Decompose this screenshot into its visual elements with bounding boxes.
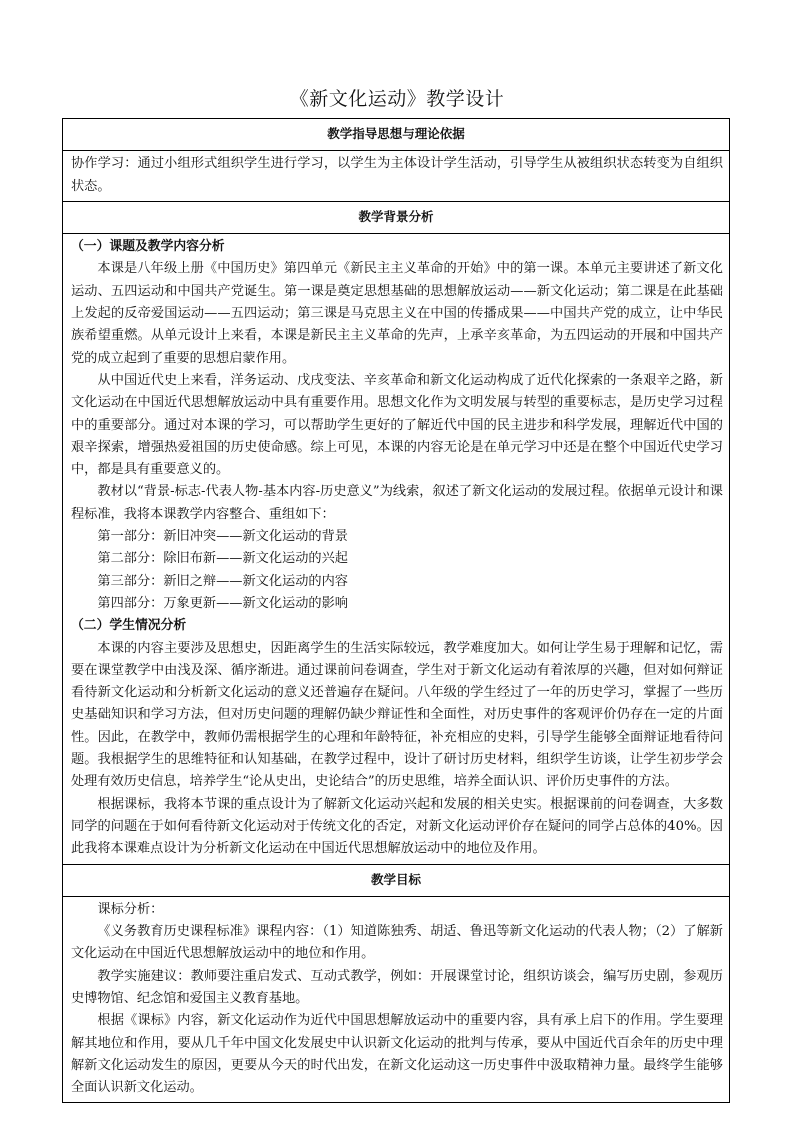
document-title: 《新文化运动》教学设计 — [289, 88, 505, 110]
paragraph: 根据课标，我将本节课的重点设计为了解新文化运动兴起和发展的相关史实。根据课前的问卷调查，大多数同学的问题在于如何看待新文化运动对于传统文化的否定，对新文化运动评价存在疑问的同学占总体的40%。因此我将本课难点设计为分析新文化运动在中国近代思想解放运动中的地位及作用。 — [71, 796, 723, 857]
guiding-text: 协作学习：通过小组形式组织学生进行学习，以学生为主体设计学生活动，引导学生从被组织状态转变为自组织状态。 — [71, 156, 723, 194]
paragraph: 从中国近代史上来看，洋务运动、戊戌变法、辛亥革命和新文化运动构成了近代化探索的一条艰辛之路，新文化运动在中国近代思想解放运动中具有重要作用。思想文化作为文明发展与转型的重要标志，是历史学习过程中的重要部分。通过对本课的学习，可以帮助学生更好的了解近代中国的民主进步和科学发展，理解近代中国的艰辛探索，增强热爱祖国的历史使命感。综上可见，本课的内容无论是在单元学习中还是在整个中国近代史学习中，都是具有重要意义的。 — [71, 372, 723, 478]
guiding-section-body — [63, 150, 729, 201]
background-section-body — [63, 233, 729, 863]
part-item: 第三部分：新旧之辩——新文化运动的内容 — [97, 573, 348, 589]
paragraph: 《义务教育历史课程标准》课程内容：（1）知道陈独秀、胡适、鲁迅等新文化运动的代表人物；（2）了解新文化运动在中国近代思想解放运动中的地位和作用。 — [71, 924, 723, 962]
paragraph: 课标分析： — [97, 901, 164, 917]
paragraph: 教学实施建议：教师要注重启发式、互动式教学，例如：开展课堂讨论，组织访谈会，编写历史剧，参观历史博物馆、纪念馆和爱国主义教育基地。 — [71, 968, 723, 1006]
part-item: 第四部分：万象更新——新文化运动的影响 — [97, 595, 348, 611]
goals-section-header: 教学目标 — [63, 864, 729, 896]
guiding-section-header: 教学指导思想与理论依据 — [327, 126, 465, 141]
lesson-plan-table — [62, 118, 730, 1103]
paragraph: 教材以“背景-标志-代表人物-基本内容-历史意义”为线索，叙述了新文化运动的发展过程。依据单元设计和课程标准，我将本课教学内容整合、重组如下： — [71, 484, 723, 522]
paragraph: 根据《课标》内容，新文化运动作为近代中国思想解放运动中的重要内容，具有承上启下的作用。学生要理解其地位和作用，要从几千年中国文化发展史中认识新文化运动的批判与传承，要从中国近代百余年的历史中理解新文化运动发生的原因，更要从今天的时代出发，在新文化运动这一历史事件中汲取精神力量。最终学生能够全面认识新文化运动。 — [71, 1013, 723, 1096]
background-section-header: 教学背景分析 — [63, 201, 729, 233]
part-item: 第一部分：新旧冲突——新文化运动的背景 — [97, 529, 348, 545]
subheading-content-analysis: （一）课题及教学内容分析 — [71, 239, 225, 255]
part-item: 第二部分：除旧布新——新文化运动的兴起 — [97, 551, 348, 567]
subheading-student-analysis: （二）学生情况分析 — [71, 618, 187, 634]
paragraph: 本课的内容主要涉及思想史，因距离学生的生活实际较远，教学难度加大。如何让学生易于理解和记忆，需要在课堂教学中由浅及深、循序渐进。通过课前问卷调查，学生对于新文化运动有着浓厚的兴趣，但对如何辩证看待新文化运动和分析新文化运动的意义还普遍存在疑问。八年级的学生经过了一年的历史学习，掌握了一些历史基础知识和学习方法，但对历史问题的理解仍缺少辩证性和全面性，对历史事件的客观评价仍存在一定的片面性。因此，在教学中，教师仍需根据学生的心理和年龄特征，补充相应的史料，引导学生能够全面辩证地看待问题。我根据学生的思维特征和认知基础，在教学过程中，设计了研讨历史材料，组织学生访谈，让学生初步学会处理有效历史信息，培养学生“论从史出，史论结合”的历史思维，培养全面认识、评价历史事件的方法。 — [71, 640, 723, 790]
paragraph: 本课是八年级上册《中国历史》第四单元《新民主主义革命的开始》中的第一课。本单元主要讲述了新文化运动、五四运动和中国共产党诞生。第一课是奠定思想基础的思想解放运动——新文化运动；第二课是在此基础上发起的反帝爱国运动——五四运动；第三课是马克思主义在中国的传播成果——中国共产党的成立，让中华民族希望重燃。从单元设计上来看，本课是新民主主义革命的先声，上承辛亥革命，为五四运动的开展和中国共产党的成立起到了重要的思想启蒙作用。 — [71, 261, 723, 366]
goals-section-body — [63, 896, 729, 1103]
